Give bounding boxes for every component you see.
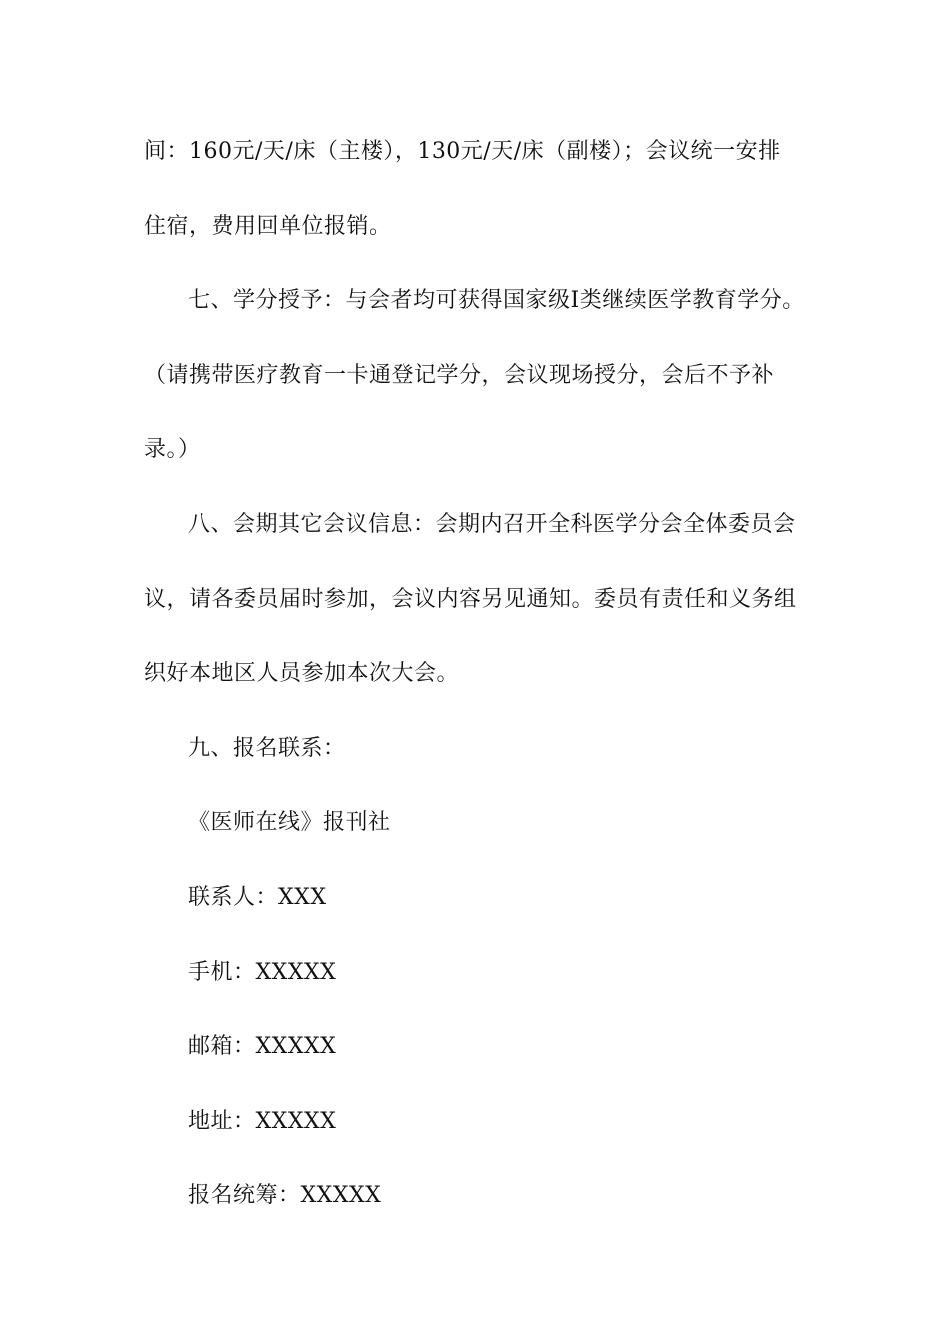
section-heading-other-meetings: 八、会期其它会议信息：会期内召开全科医学分会全体委员会 bbox=[188, 512, 796, 537]
contact-registration-coordinator: 报名统筹：XXXXX bbox=[188, 1183, 382, 1208]
contact-person: 联系人：XXX bbox=[188, 885, 327, 910]
text-line-other-meetings: 议，请各委员届时参加，会议内容另见通知。委员有责任和义务组 bbox=[144, 587, 797, 612]
contact-phone: 手机：XXXXX bbox=[188, 960, 337, 985]
text-line-accommodation-price: 间：160元/天/床（主楼），130元/天/床（副楼）；会议统一安排 bbox=[144, 139, 781, 164]
text-line-other-meetings-end: 织好本地区人员参加本次大会。 bbox=[144, 661, 460, 686]
contact-email: 邮箱：XXXXX bbox=[188, 1034, 337, 1059]
text-line-accommodation-reimburse: 住宿，费用回单位报销。 bbox=[144, 214, 392, 239]
section-heading-credits: 七、学分授予：与会者均可获得国家级Ⅰ类继续医学教育学分。 bbox=[188, 288, 805, 313]
text-line-credits-note: （请携带医疗教育一卡通登记学分，会议现场授分，会后不予补 bbox=[144, 363, 775, 388]
contact-address: 地址：XXXXX bbox=[188, 1109, 337, 1134]
contact-organization: 《医师在线》报刊社 bbox=[188, 810, 391, 835]
section-heading-registration: 九、报名联系： bbox=[188, 736, 346, 761]
text-line-credits-note-end: 录。） bbox=[144, 437, 201, 462]
